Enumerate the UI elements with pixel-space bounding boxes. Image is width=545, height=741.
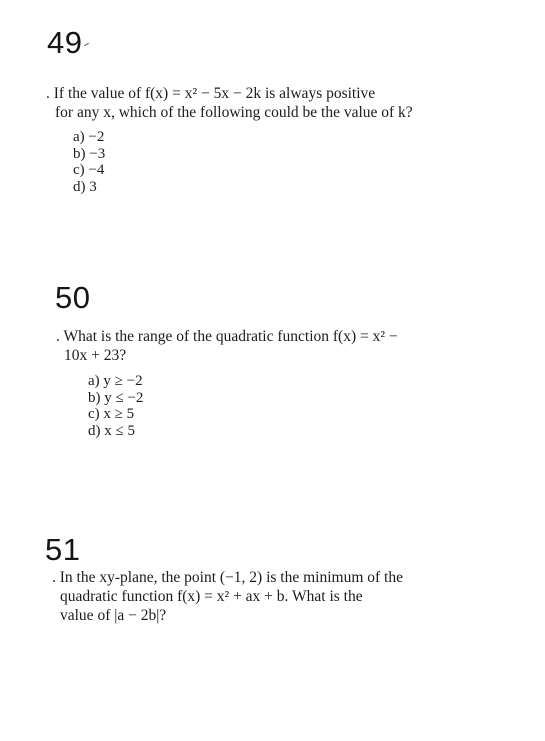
- question-50-text: [56, 327, 398, 365]
- question-51-text: [52, 568, 403, 625]
- option-d: d) 3: [73, 178, 97, 195]
- question-51-line-1: . In the xy-plane, the point (−1, 2) is the minimum of the: [52, 569, 403, 586]
- question-49-line-1: . If the value of f(x) = x² − 5x − 2k is always positive: [46, 85, 376, 102]
- question-50-line-1: . What is the range of the quadratic function f(x) = x² −: [56, 328, 398, 345]
- question-51-line-3: value of |a − 2b|?: [60, 607, 167, 624]
- question-49-number: 49: [47, 25, 83, 60]
- option-d: d) x ≤ 5: [88, 422, 135, 439]
- question-50-line-2: 10x + 23?: [64, 347, 127, 364]
- question-51-number: 51: [45, 532, 81, 567]
- option-c: c) −4: [73, 162, 105, 178]
- option-b: b) −3: [73, 145, 106, 162]
- stray-mark: [84, 43, 89, 46]
- question-50-options: [88, 373, 143, 439]
- question-51-line-2: quadratic function f(x) = x² + ax + b. What is the: [60, 588, 363, 605]
- question-49-options: [73, 129, 105, 195]
- question-50-number: 50: [55, 280, 91, 315]
- question-49-text: [46, 84, 413, 122]
- option-c: c) x ≥ 5: [88, 406, 135, 422]
- question-49-line-2: for any x, which of the following could be the value of k?: [55, 104, 413, 121]
- option-a: a) y ≥ −2: [88, 373, 143, 389]
- option-a: a) −2: [73, 129, 105, 145]
- option-b: b) y ≤ −2: [88, 389, 144, 406]
